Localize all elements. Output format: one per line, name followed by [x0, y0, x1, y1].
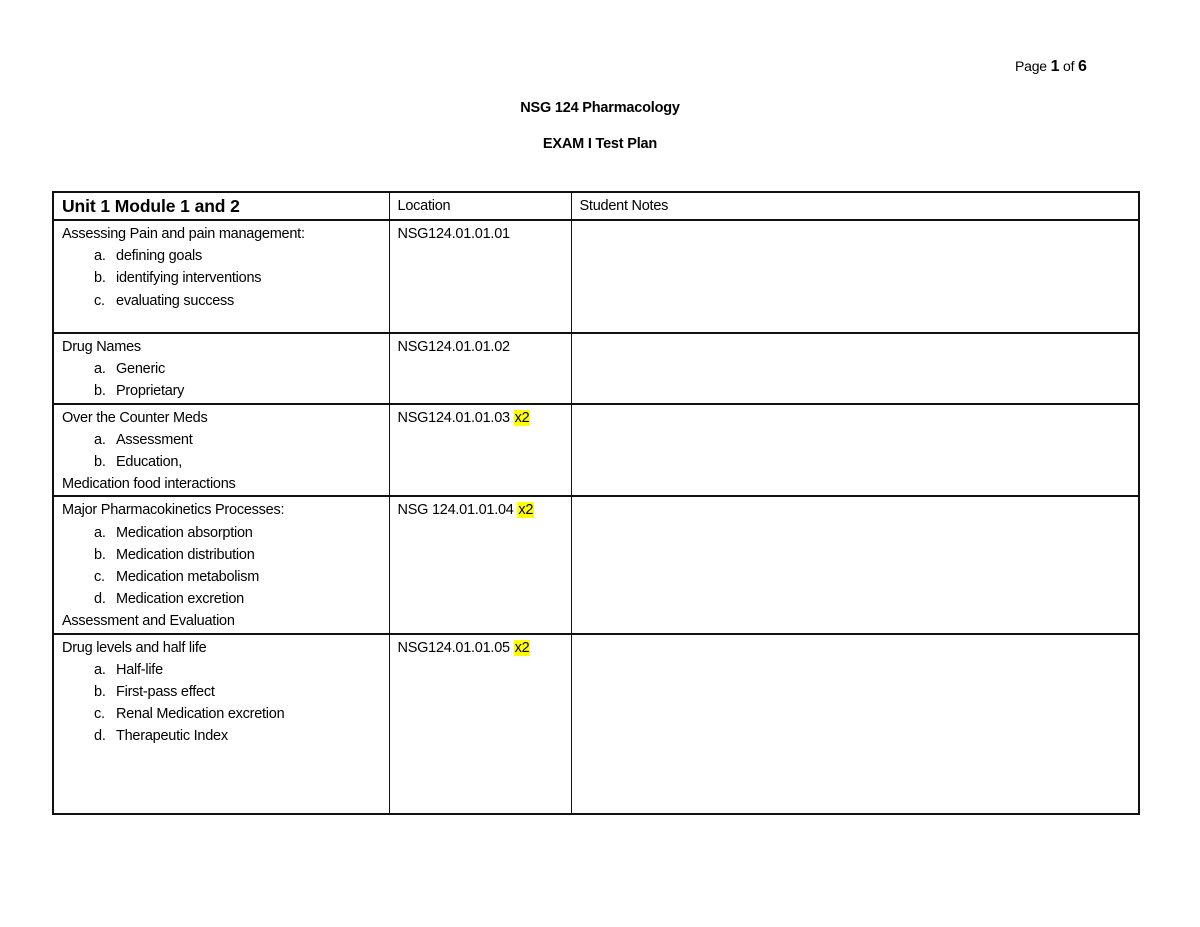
student-notes-cell[interactable]: [571, 404, 1139, 497]
list-item-text: Medication metabolism: [116, 569, 260, 586]
list-item: [62, 681, 381, 703]
topic-trailing-text: Assessment and Evaluation: [62, 613, 235, 630]
column-header-notes: Student Notes: [571, 192, 1139, 220]
list-item: [62, 429, 381, 451]
topic-cell: [53, 634, 389, 814]
topic-cell: [53, 496, 389, 633]
exam-title: EXAM I Test Plan: [542, 136, 658, 152]
topic-title: Major Pharmacokinetics Processes:: [62, 502, 285, 519]
list-marker: d.: [94, 728, 106, 745]
list-item-text: Education,: [116, 454, 183, 471]
topic-trailing-text: Medication food interactions: [62, 476, 236, 493]
location-cell: [389, 634, 571, 814]
list-item-text: evaluating success: [116, 292, 235, 309]
location-code: NSG124.01.01.02: [397, 339, 510, 355]
location-code: NSG124.01.01.01: [397, 226, 510, 242]
list-item: [62, 544, 381, 566]
location-code: NSG124.01.01.03: [397, 409, 510, 426]
topic-title: Drug Names: [62, 339, 141, 355]
list-item-text: Assessment: [116, 431, 193, 448]
subtopic-list: [62, 429, 381, 473]
list-marker: a.: [94, 524, 106, 541]
list-item: [62, 358, 381, 380]
location-cell: [389, 496, 571, 633]
page-of-label: of: [1063, 58, 1075, 74]
table-row: [53, 634, 1139, 814]
subtopic-list: [62, 245, 381, 312]
student-notes-cell[interactable]: [571, 496, 1139, 633]
list-item: [62, 725, 381, 747]
list-item: [62, 659, 381, 681]
topic-cell: [53, 333, 389, 404]
weight-highlight: x2: [518, 502, 534, 519]
list-marker: b.: [94, 684, 106, 701]
list-marker: a.: [94, 431, 106, 448]
column-header-unit: Unit 1 Module 1 and 2: [53, 192, 389, 220]
student-notes-cell[interactable]: [571, 220, 1139, 333]
list-marker: b.: [94, 454, 106, 471]
list-marker: c.: [94, 292, 105, 309]
topic-cell: [53, 404, 389, 497]
list-marker: a.: [94, 248, 106, 265]
location-cell: [389, 404, 571, 497]
list-item: [62, 290, 381, 312]
table-header-row: [53, 192, 1139, 220]
list-item: [62, 588, 381, 610]
list-item-text: Therapeutic Index: [116, 728, 228, 745]
weight-highlight: x2: [514, 409, 530, 426]
list-marker: c.: [94, 569, 105, 586]
list-item-text: Generic: [116, 361, 166, 378]
student-notes-cell[interactable]: [571, 333, 1139, 404]
page-label: Page: [1015, 58, 1047, 74]
test-plan-table: [52, 191, 1140, 815]
location-cell: [389, 333, 571, 404]
list-item-text: Medication distribution: [116, 546, 255, 563]
table-row: [53, 404, 1139, 497]
subtopic-list: [62, 659, 381, 748]
topic-title: Assessing Pain and pain management:: [62, 226, 305, 242]
list-marker: b.: [94, 383, 106, 400]
table-row: [53, 220, 1139, 333]
table-row: [53, 333, 1139, 404]
list-marker: d.: [94, 591, 106, 608]
page-number: [1015, 58, 1087, 76]
location-code: NSG 124.01.01.04: [397, 502, 514, 519]
list-item-text: Half-life: [116, 661, 163, 678]
table-row: [53, 496, 1139, 633]
list-marker: c.: [94, 706, 105, 723]
list-item-text: Renal Medication excretion: [116, 706, 285, 723]
list-item: [62, 267, 381, 289]
list-item: [62, 703, 381, 725]
list-marker: b.: [94, 546, 106, 563]
list-item-text: Proprietary: [116, 383, 185, 400]
topic-title: Drug levels and half life: [62, 639, 207, 656]
location-code: NSG124.01.01.05: [397, 639, 510, 656]
list-item: [62, 245, 381, 267]
list-marker: a.: [94, 661, 106, 678]
list-item-text: identifying interventions: [116, 270, 262, 287]
list-item: [62, 451, 381, 473]
column-header-location: Location: [389, 192, 571, 220]
page-total: 6: [1078, 58, 1087, 75]
list-marker: b.: [94, 270, 106, 287]
course-title: NSG 124 Pharmacology: [520, 100, 680, 116]
list-item: [62, 380, 381, 402]
topic-title: Over the Counter Meds: [62, 409, 208, 426]
student-notes-cell[interactable]: [571, 634, 1139, 814]
weight-highlight: x2: [514, 639, 530, 656]
list-marker: a.: [94, 361, 106, 378]
list-item-text: Medication excretion: [116, 591, 244, 608]
list-item: [62, 566, 381, 588]
page-current: 1: [1050, 58, 1060, 75]
subtopic-list: [62, 522, 381, 611]
list-item: [62, 522, 381, 544]
location-cell: [389, 220, 571, 333]
list-item-text: defining goals: [116, 248, 202, 265]
subtopic-list: [62, 358, 381, 402]
list-item-text: First-pass effect: [116, 684, 215, 701]
list-item-text: Medication absorption: [116, 524, 253, 541]
topic-cell: [53, 220, 389, 333]
